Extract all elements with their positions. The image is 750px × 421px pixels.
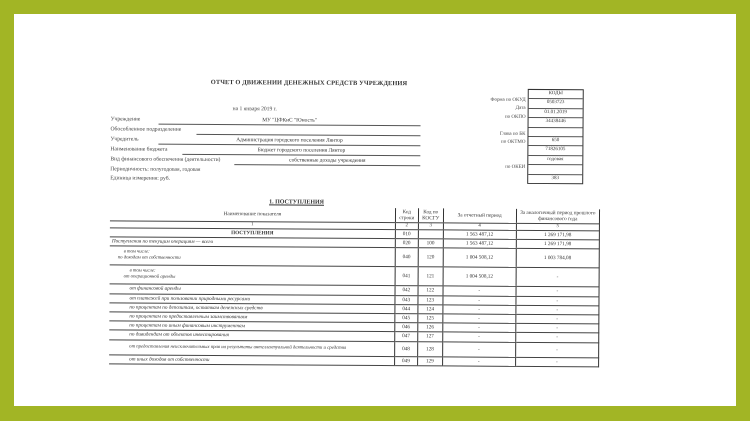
row-name: по процентам по депозитам, остаткам денежных средств	[109, 303, 394, 314]
table-row	[109, 354, 599, 366]
row-current: 1 004 508,12	[443, 248, 516, 267]
field-label: Обособленное подразделение	[110, 126, 182, 133]
row-kosgu: 120	[418, 248, 443, 267]
row-current: -	[443, 314, 516, 324]
row-kosgu: 126	[418, 323, 443, 332]
code-value: 01.01.2019	[529, 109, 583, 119]
field-value: собственные доходы учреждения	[234, 157, 420, 166]
field-label: Периодичность: полугодовая, годовая	[110, 166, 201, 173]
row-kosgu: 123	[418, 295, 443, 304]
row-current: -	[442, 332, 515, 342]
row-previous: 1 269 171,98	[516, 230, 599, 240]
code-value: 71826105	[528, 146, 582, 156]
row-name: по доходам от собственности	[117, 255, 181, 262]
code-label: по ОКПО	[504, 114, 526, 120]
row-line-code: 041	[395, 267, 418, 286]
field-label: Учредитель	[110, 136, 139, 143]
row-name: от операционной аренды	[123, 274, 176, 281]
row-previous: -	[515, 357, 598, 367]
code-value: 383	[551, 175, 559, 181]
field-founder	[110, 136, 343, 144]
code-value: годовая	[528, 156, 582, 166]
row-name-block	[110, 246, 395, 267]
row-current: -	[443, 286, 516, 296]
row-current: -	[443, 295, 516, 305]
col-number: 2	[395, 223, 418, 230]
field-financing-type	[110, 156, 366, 165]
row-current: 1 004 508,12	[443, 267, 516, 286]
field-label: Наименование бюджета	[110, 146, 168, 153]
row-line-code: 049	[394, 356, 417, 365]
field-value	[196, 127, 420, 136]
row-current: 1 563 487,12	[443, 239, 516, 249]
row-previous: 1 003 784,08	[516, 249, 599, 269]
col-header-line-code: Код строки	[395, 208, 418, 223]
row-current: 1 563 487,12	[443, 230, 516, 240]
field-label: Единица измерения: руб.	[110, 175, 170, 182]
code-label: по ОКТМО	[501, 139, 526, 145]
code-label: Глава по БК	[499, 131, 526, 137]
code-value: 34438446	[529, 118, 583, 128]
code-label: по ОКЕИ	[505, 164, 526, 170]
row-previous: -	[516, 305, 599, 315]
code-label: Форма по ОКУД	[490, 97, 526, 103]
row-line-code: 042	[395, 286, 418, 295]
document-page	[14, 14, 736, 406]
row-name-block	[110, 265, 395, 286]
row-kosgu: 127	[417, 332, 442, 341]
field-unit	[110, 175, 170, 183]
field-institution	[110, 116, 317, 124]
row-kosgu: 125	[418, 314, 443, 323]
row-line-code: 044	[395, 304, 418, 313]
codes-header: КОДЫ	[529, 90, 583, 100]
row-name-prefix: в том числе:	[129, 268, 156, 275]
row-previous: -	[516, 268, 599, 288]
col-number: 4	[443, 223, 516, 230]
row-previous: -	[515, 342, 598, 358]
row-kosgu: 100	[418, 239, 443, 248]
field-periodicity	[110, 166, 200, 175]
field-label: Вид финансового обеспечения (деятельности)	[110, 156, 221, 164]
row-name: по процентам по иным финансовым инструментам	[109, 321, 394, 332]
col-header-current-period: За отчетный период	[443, 208, 516, 223]
field-subdivision	[110, 126, 181, 134]
row-previous: -	[516, 296, 599, 306]
row-name-prefix: в том числе:	[123, 249, 150, 256]
code-value: 650	[528, 137, 582, 147]
codes-block	[467, 89, 607, 181]
field-budget	[110, 146, 346, 154]
row-previous: -	[515, 323, 598, 333]
field-value: Администрация городского поселения Лянтор	[158, 137, 420, 147]
row-line-code: 010	[395, 230, 418, 239]
row-name: от финансовой аренды	[110, 284, 395, 295]
row-name: от платежей при пользовании природными ресурсами	[109, 293, 394, 304]
row-kosgu	[418, 230, 443, 239]
col-header-name: Наименование показателя	[110, 206, 395, 222]
col-header-previous-period: За аналогичный период прошлого финансового года	[516, 209, 599, 224]
row-line-code: 045	[395, 314, 418, 323]
code-value	[528, 165, 582, 175]
row-current: -	[443, 323, 516, 333]
code-value	[528, 128, 582, 138]
report-date: на 1 января 2019 г.	[232, 106, 277, 113]
row-name: по дивидендам от объектов инвестирования	[109, 330, 394, 341]
row-kosgu: 122	[418, 286, 443, 295]
field-value: МУ "ЦФКиС "Юность"	[159, 117, 421, 127]
row-line-code: 043	[395, 295, 418, 304]
row-previous: -	[515, 314, 598, 324]
row-kosgu: 129	[417, 356, 442, 365]
row-previous: -	[515, 333, 598, 343]
row-name: по процентам по предоставленным заимствованиям	[109, 312, 394, 323]
scanned-report	[13, 12, 737, 408]
col-number: 1	[110, 221, 395, 230]
row-line-code: 046	[395, 323, 418, 332]
row-line-code: 040	[395, 248, 418, 267]
field-label: Учреждение	[110, 116, 141, 123]
row-previous: 1 269 171,98	[516, 240, 599, 250]
col-number: 3	[418, 223, 443, 230]
row-previous: -	[516, 287, 599, 297]
row-name: от предоставления неисключительных прав на результаты интеллектуальной деятельности и средства	[109, 339, 394, 356]
report-title: ОТЧЕТ О ДВИЖЕНИИ ДЕНЕЖНЫХ СРЕДСТВ УЧРЕЖДЕНИЯ	[210, 79, 408, 88]
row-line-code: 047	[395, 332, 418, 341]
row-kosgu: 121	[418, 267, 443, 286]
row-name: ПОСТУПЛЕНИЯ	[110, 228, 395, 239]
col-header-kosgu: Код по КОСГУ	[418, 208, 443, 223]
col-number: 5	[516, 223, 599, 231]
row-current: -	[442, 356, 515, 366]
row-kosgu: 124	[418, 305, 443, 314]
code-value: 0503723	[529, 99, 583, 109]
codes-table	[527, 89, 584, 184]
receipts-table	[109, 206, 600, 367]
field-value: Бюджет городского поселения Лянтор	[182, 147, 420, 156]
row-current: -	[443, 305, 516, 315]
row-name: от иных доходов от собственности	[109, 354, 394, 365]
row-line-code: 048	[394, 341, 417, 356]
row-line-code: 020	[395, 239, 418, 248]
row-current: -	[442, 341, 515, 356]
code-label: Дата	[515, 105, 526, 111]
row-name: Поступления по текущим операциям — всего	[110, 237, 395, 248]
row-kosgu: 128	[417, 341, 442, 356]
section-title: 1. ПОСТУПЛЕНИЯ	[269, 199, 325, 206]
